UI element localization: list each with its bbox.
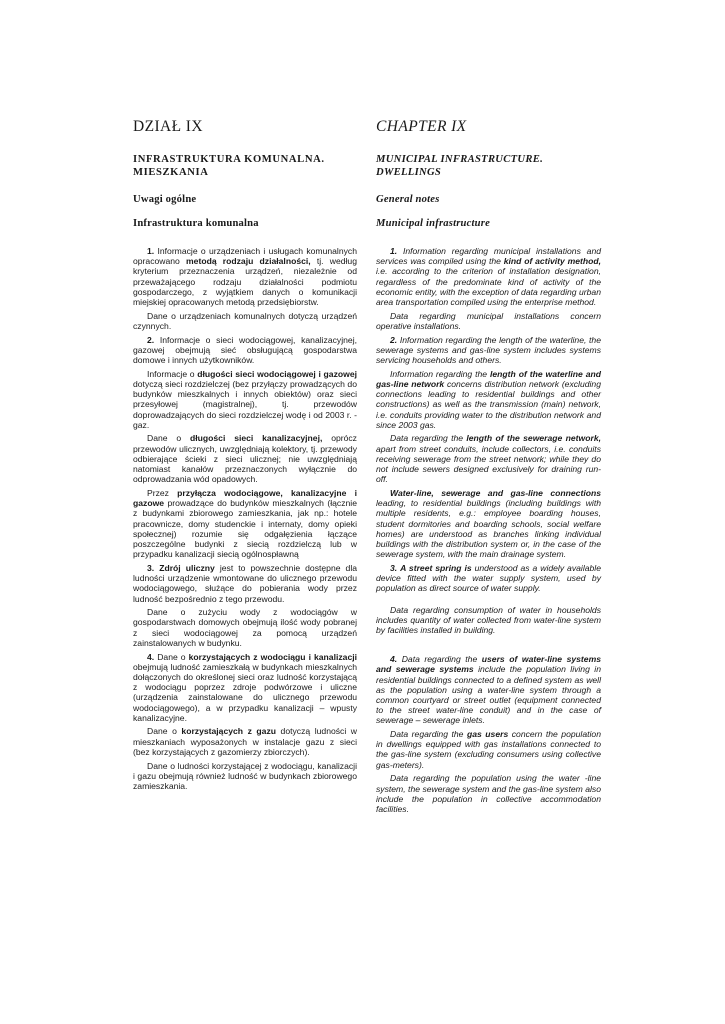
section-heading-pl: INFRASTRUKTURA KOMUNALNA. MIESZKANIA <box>133 154 325 178</box>
paragraph: Dane o urządzeniach komunalnych dotyczą urządzeń czynnych. <box>133 310 357 331</box>
bold-term: kind of activity method, <box>503 256 601 267</box>
spacer <box>376 597 601 605</box>
bold-term: długości sieci wodociągowej i gazowej <box>197 368 357 379</box>
section-heading-en: MUNICIPAL INFRASTRUCTURE. DWELLINGS <box>376 154 544 178</box>
paragraph <box>133 488 357 559</box>
paragraph <box>376 335 601 366</box>
paragraph <box>133 369 357 430</box>
text-run: dotyczą sieci rozdzielczej (bez przyłączy prowadzących do budynków mieszkalnych i innych obiektów) oraz sieci przesyłowej (magistralnej), tj. przewodów doprowadzających do sieci rozdzielczej wodę i od 2003 r. - gaz. <box>133 378 357 430</box>
paragraph <box>133 335 357 366</box>
paragraph: Data regarding the population using the water -line system, the sewerage system and the gas-line system also include the population in collective accommodation facilities. <box>376 773 601 814</box>
body-text-pl <box>133 246 357 791</box>
subheading-municipal-infrastructure-pl: Infrastruktura komunalna <box>133 218 259 229</box>
text-run: Informacje o sieci wodociągowej, kanalizacyjnej, gazowej obejmują sieć obsługującą gospodarstwa domowe i innych użytkowników. <box>133 334 357 366</box>
bold-term: Zdrój uliczny <box>159 562 215 573</box>
text-run: Dane o <box>147 433 191 444</box>
paragraph <box>133 246 357 307</box>
text-run: Informacje o urządzeniach i usługach komunalnych opracowano <box>133 246 357 267</box>
text-run: Information regarding municipal installations and services was compiled using the <box>376 246 601 267</box>
text-run: leading, to residential buildings (including buildings with multiple residents, e.g.: employee boarding houses, student dormitories and boarding schools, social welfare homes) are understood as branches linking individual buildings with the distribution system or, in the case of the sewerage system, with the main drainage system. <box>376 498 601 560</box>
text-run: Data regarding the <box>390 433 467 444</box>
spacer <box>376 639 601 654</box>
text-run: Dane o <box>147 726 182 737</box>
paragraph <box>376 488 601 559</box>
text-run: prowadzące do budynków mieszkalnych (łącznie z budynkami zbiorowego zamieszkania, jak np.: hotele pracownicze, domy studenckie i internaty, domy opieki społecznej) rozumie się odgałęzienia łączące poszczególne budynki z siecią rozdzielczą lub w przypadku kanalizacji siecią ogólnospławną <box>133 498 357 560</box>
text-run: tj. według kryterium przeznaczenia urządzeń, niezależnie od przeważającego rodzaju działalności podmiotu gospodarczego, z wyjątkiem danych o komunikacji miejskiej opracowanych metodą przedsiębiorstw. <box>133 256 357 308</box>
bold-term: gas users <box>466 729 509 740</box>
polish-column <box>133 118 357 795</box>
paragraph <box>133 726 357 757</box>
english-column <box>376 118 601 818</box>
paragraph <box>376 246 601 307</box>
paragraph-number: 3. <box>390 562 398 573</box>
bold-term: users of water-line systems and sewerage systems <box>376 654 601 675</box>
subheading-municipal-infrastructure-en: Municipal infrastructure <box>376 218 491 229</box>
bold-term: korzystających z gazu <box>181 726 277 737</box>
bold-term: A street spring is <box>400 562 472 573</box>
text-run: understood as a widely available device fitted with the water supply system, used by population as direct source of water supply. <box>376 562 601 594</box>
bold-term: długości sieci kanalizacyjnej, <box>190 433 323 444</box>
paragraph-number: 4. <box>390 654 398 665</box>
paragraph-number: 1. <box>390 246 398 256</box>
text-run: concerns distribution network (excluding connections leading to residential buildings and other constructions) as well as the transmission (main) network, i.e. conduits providing water to the distribution network and since 2003 gas. <box>376 378 601 430</box>
text-run: Information regarding the <box>390 368 490 379</box>
text-run: Dane o <box>154 651 189 662</box>
paragraph: Data regarding consumption of water in households includes quantity of water collected from water-line system by facilities installed in building. <box>376 605 601 636</box>
paragraph-number: 3. <box>147 562 155 573</box>
text-run: Przez <box>147 487 178 498</box>
paragraph: Data regarding municipal installations concern operative installations. <box>376 310 601 331</box>
text-run: Data regarding the <box>397 654 482 665</box>
text-run: oprócz przewodów ulicznych, uwzględniają kolektory, tj. przewody odbierające ścieki z sieci ulicznej; nie uwzględniają natomiast kanałów przeznaczonych wyłącznie do odprowadzania wód opadowych. <box>133 433 357 485</box>
text-run: Data regarding the <box>390 729 467 740</box>
text-run: i.e. according to the criterion of installation designation, regardless of the predominate kind of activity of the economic entity, with the exception of data regarding urban area transportation compiled using the enterprise method. <box>376 266 601 308</box>
paragraph: Dane o ludności korzystającej z wodociągu, kanalizacji i gazu obejmują również ludność w budynkach zbiorowego zamieszkania. <box>133 760 357 791</box>
subheading-general-notes-pl: Uwagi ogólne <box>133 194 197 205</box>
bold-term: Water-line, sewerage and gas-line connections <box>390 487 601 498</box>
paragraph <box>376 433 601 484</box>
paragraph-number: 2. <box>147 334 155 345</box>
paragraph-number: 1. <box>147 246 155 256</box>
text-run: jest to powszechnie dostępne dla ludności urządzenie wmontowane do ulicznego przewodu wodociągowego, służące do pobierania wody przez ludność bezpośrednio z tego przewodu. <box>133 562 358 604</box>
text-run: Informacje o <box>147 368 198 379</box>
text-run: dotyczą ludności w mieszkaniach wyposażonych w instalacje gazu z sieci (bez korzystających z gazomierzy zbiorczych). <box>133 726 357 757</box>
text-run: obejmują ludność zamieszkałą w budynkach mieszkalnych dołączonych do określonej sieci oraz ludność korzystającą z wodociągu poprzez zdroje podwórzowe i uliczne (urządzenia zainstalowane do ulicznego przewodu wodociągowego), a w przypadku kanalizacji – wpusty kanalizacyjne. <box>133 661 357 723</box>
bold-term: metodą rodzaju działalności, <box>186 256 311 267</box>
text-run: apart from street conduits, include collectors, i.e. conduits receiving sewerage from the street network; while they do not include sewers designed exclusively for draining run-off. <box>376 443 601 485</box>
chapter-title-pl: DZIAŁ IX <box>133 118 203 135</box>
paragraph <box>376 654 601 725</box>
paragraph <box>133 652 357 723</box>
paragraph-number: 2. <box>390 334 398 345</box>
bold-term: length of the sewerage network, <box>466 433 601 444</box>
paragraph <box>376 729 601 770</box>
body-text-en <box>376 246 601 814</box>
paragraph <box>376 369 601 430</box>
text-run: include the population living in residential buildings connected to a defined system as well as the population using a water-line system through a common courtyard or street outlet (equipment connected to the street water-line conduit) and in the case of sewerage – sewerage inlets. <box>376 664 601 726</box>
chapter-title-en: CHAPTER IX <box>376 118 467 135</box>
bold-term: korzystających z wodociągu i kanalizacji <box>188 651 357 662</box>
paragraph: Dane o zużyciu wody z wodociągów w gospodarstwach domowych obejmują ilość wody pobranej z sieci wodociągowej za pomocą urządzeń zainstalowanych w budynku. <box>133 607 357 648</box>
paragraph-number: 4. <box>147 651 155 662</box>
paragraph <box>133 433 357 484</box>
bold-term: przyłącza wodociągowe, kanalizacyjne i gazowe <box>133 487 357 509</box>
paragraph <box>133 563 357 604</box>
text-run: concern the population in dwellings equipped with gas installations connected to the gas-line system (excluding consumers using collective gas-meters). <box>376 729 601 770</box>
paragraph <box>376 563 601 594</box>
bold-term: length of the waterline and gas-line network <box>376 368 601 389</box>
subheading-general-notes-en: General notes <box>376 194 440 205</box>
text-run: Information regarding the length of the waterline, the sewerage systems and gas-line system includes systems servicing households and others. <box>376 334 601 366</box>
